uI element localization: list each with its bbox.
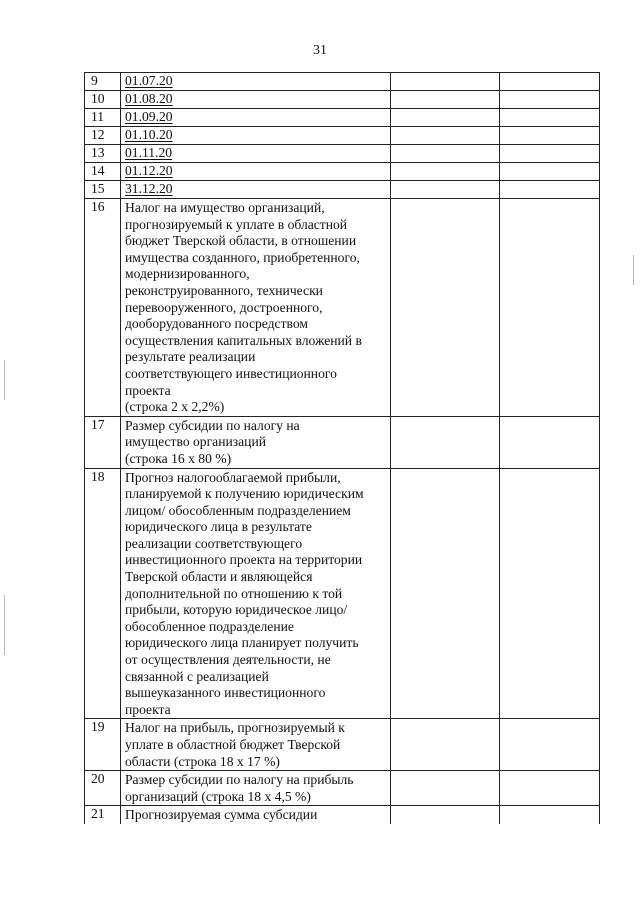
table-row xyxy=(85,806,600,824)
row-description: Размер субсидии по налогу на прибыль организаций (строка 18 х 4,5 %) xyxy=(125,772,354,804)
page-number: 31 xyxy=(313,43,327,58)
value-cell xyxy=(391,199,500,417)
row-description: 31.12.20 xyxy=(121,181,391,199)
value-cell xyxy=(391,416,500,468)
value-cell xyxy=(391,163,500,181)
value-cell xyxy=(391,109,500,127)
table-row xyxy=(85,719,600,771)
row-description: Налог на прибыль, прогнозируемый к уплате в областной бюджет Тверской области (строка 18 х 17 %) xyxy=(125,720,345,769)
table-row xyxy=(85,181,600,199)
value-cell xyxy=(500,127,600,145)
row-number: 10 xyxy=(85,91,121,109)
row-number: 9 xyxy=(85,73,121,91)
value-cell xyxy=(391,91,500,109)
value-cell xyxy=(500,73,600,91)
table-row xyxy=(85,163,600,181)
row-description: 01.11.20 xyxy=(121,145,391,163)
table-row xyxy=(85,109,600,127)
table-row xyxy=(85,416,600,468)
table-row xyxy=(85,91,600,109)
scan-artifact-right xyxy=(633,255,634,285)
value-cell xyxy=(500,145,600,163)
row-number: 21 xyxy=(85,806,121,824)
table-row xyxy=(85,771,600,806)
row-number: 19 xyxy=(85,719,121,771)
value-cell xyxy=(500,719,600,771)
table-row xyxy=(85,468,600,719)
row-number: 15 xyxy=(85,181,121,199)
value-cell xyxy=(500,163,600,181)
row-number: 16 xyxy=(85,199,121,417)
table-row xyxy=(85,145,600,163)
row-description: 01.09.20 xyxy=(121,109,391,127)
value-cell xyxy=(500,109,600,127)
row-description: 01.08.20 xyxy=(121,91,391,109)
row-number: 14 xyxy=(85,163,121,181)
row-description: Прогнозируемая сумма субсидии xyxy=(125,807,318,823)
value-cell xyxy=(391,127,500,145)
data-table xyxy=(84,72,600,824)
value-cell xyxy=(391,468,500,719)
scan-artifact-left-2 xyxy=(4,595,5,655)
value-cell xyxy=(500,806,600,824)
row-description: 01.10.20 xyxy=(121,127,391,145)
row-description: 01.12.20 xyxy=(121,163,391,181)
value-cell xyxy=(391,145,500,163)
value-cell xyxy=(500,181,600,199)
value-cell xyxy=(391,719,500,771)
value-cell xyxy=(500,468,600,719)
value-cell xyxy=(500,771,600,806)
table-row xyxy=(85,127,600,145)
row-description: Размер субсидии по налогу на имущество организаций (строка 16 х 80 %) xyxy=(125,417,300,466)
value-cell xyxy=(391,73,500,91)
row-number: 12 xyxy=(85,127,121,145)
value-cell xyxy=(500,199,600,417)
value-cell xyxy=(391,806,500,824)
value-cell xyxy=(391,771,500,806)
scan-artifact-left-1 xyxy=(4,360,5,400)
table-row xyxy=(85,73,600,91)
row-description: Налог на имущество организаций, прогнозируемый к уплате в областной бюджет Тверской области, в отношении имущества созданного, приобретенного, модернизированного, реконструированного, технически перевооруженного, достроенного, дооборудованного посредством осуществления капитальных вложений в результате реализации соответствующего инвестиционного проекта (строка 2 х 2,2%) xyxy=(125,200,362,415)
row-number: 18 xyxy=(85,468,121,719)
row-number: 11 xyxy=(85,109,121,127)
value-cell xyxy=(391,181,500,199)
row-description: Прогноз налогооблагаемой прибыли, планируемой к получению юридическим лицом/ обособленным подразделением юридического лица в результате реализации соответствующего инвестиционного проекта на территории Тверской области и являющейся дополнительной по отношению к той прибыли, которую юридическое лицо/ обособленное подразделение юридического лица планирует получить от осуществления деятельности, не связанной с реализацией вышеуказанного инвестиционного проекта xyxy=(125,469,364,717)
row-number: 13 xyxy=(85,145,121,163)
row-number: 20 xyxy=(85,771,121,806)
row-description: 01.07.20 xyxy=(121,73,391,91)
value-cell xyxy=(500,416,600,468)
row-number: 17 xyxy=(85,416,121,468)
table-row xyxy=(85,199,600,417)
value-cell xyxy=(500,91,600,109)
